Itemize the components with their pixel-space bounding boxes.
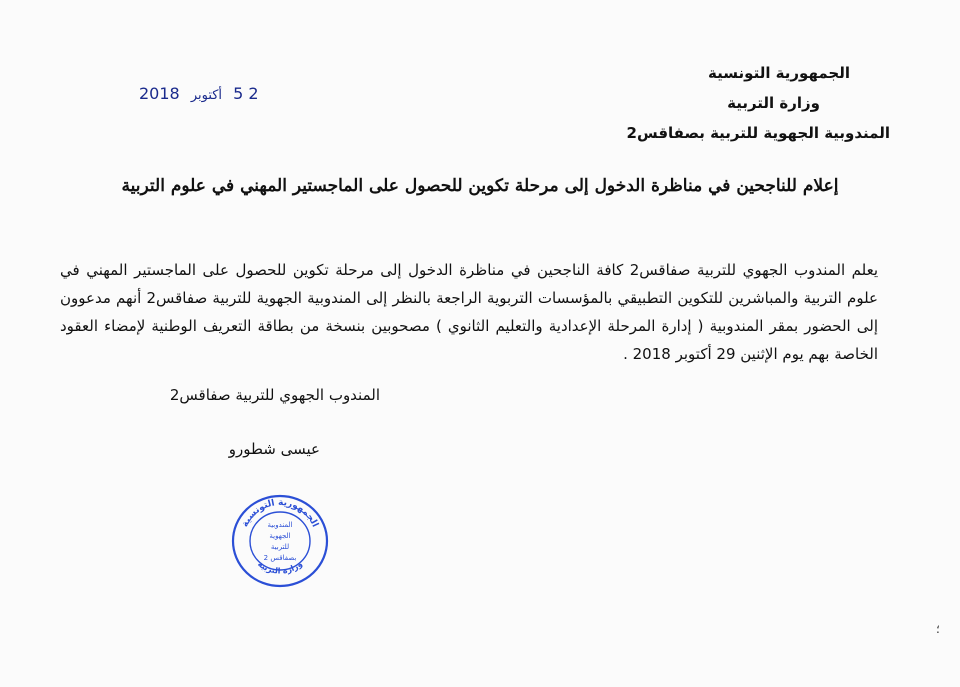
seal-inner-line-1: المندوبية xyxy=(267,521,293,529)
date-day: 2 5 xyxy=(233,84,259,103)
letterhead-republic: الجمهورية التونسية xyxy=(708,64,850,82)
seal-inner-line-2: الجهوية xyxy=(269,532,291,540)
letterhead-ministry: وزارة التربية xyxy=(727,94,820,112)
announcement-title: إعلام للناجحين في مناظرة الدخول إلى مرحلة تكوين للحصول على الماجستير المهني في علوم التربية xyxy=(121,176,839,196)
seal-inner-line-4: بصفاقس 2 xyxy=(263,554,297,562)
seal-bottom-text: وزارة التربية xyxy=(255,559,305,576)
date-year: 2018 xyxy=(139,84,180,103)
margin-mark: ؛ xyxy=(936,622,940,636)
announcement-body: يعلم المندوب الجهوي للتربية صفاقس2 كافة الناجحين في مناظرة الدخول إلى مرحلة تكوين للحصول على الماجستير المهني في علوم التربية والمباشرين للتكوين التطبيقي بالمؤسسات التربوية الراجعة بالنظر إلى المندوبية الجهوية للتربية صفاقس2 أنهم مدعوون إلى الحضور بمقر المندوبية ( إدارة المرحلة الإعدادية والتعليم الثانوي ) مصحوبين بنسخة من بطاقة التعريف الوطنية لإمضاء العقود الخاصة بهم يوم الإثنين 29 أكتوبر 2018 . xyxy=(60,261,879,363)
seal-inner-line-3: للتربية xyxy=(270,543,290,551)
date-stamp xyxy=(133,84,259,103)
seal-outer-text: الجمهورية التونسية xyxy=(240,497,320,529)
letterhead-delegation: المندوبية الجهوية للتربية بصفاقس2 xyxy=(626,124,890,142)
date-month: أكتوبر xyxy=(190,88,223,103)
letterhead xyxy=(626,58,890,148)
official-seal xyxy=(230,493,330,589)
signatory-name: عيسى شطورو xyxy=(228,440,320,458)
signatory-title: المندوب الجهوي للتربية صفاقس2 xyxy=(169,386,380,404)
